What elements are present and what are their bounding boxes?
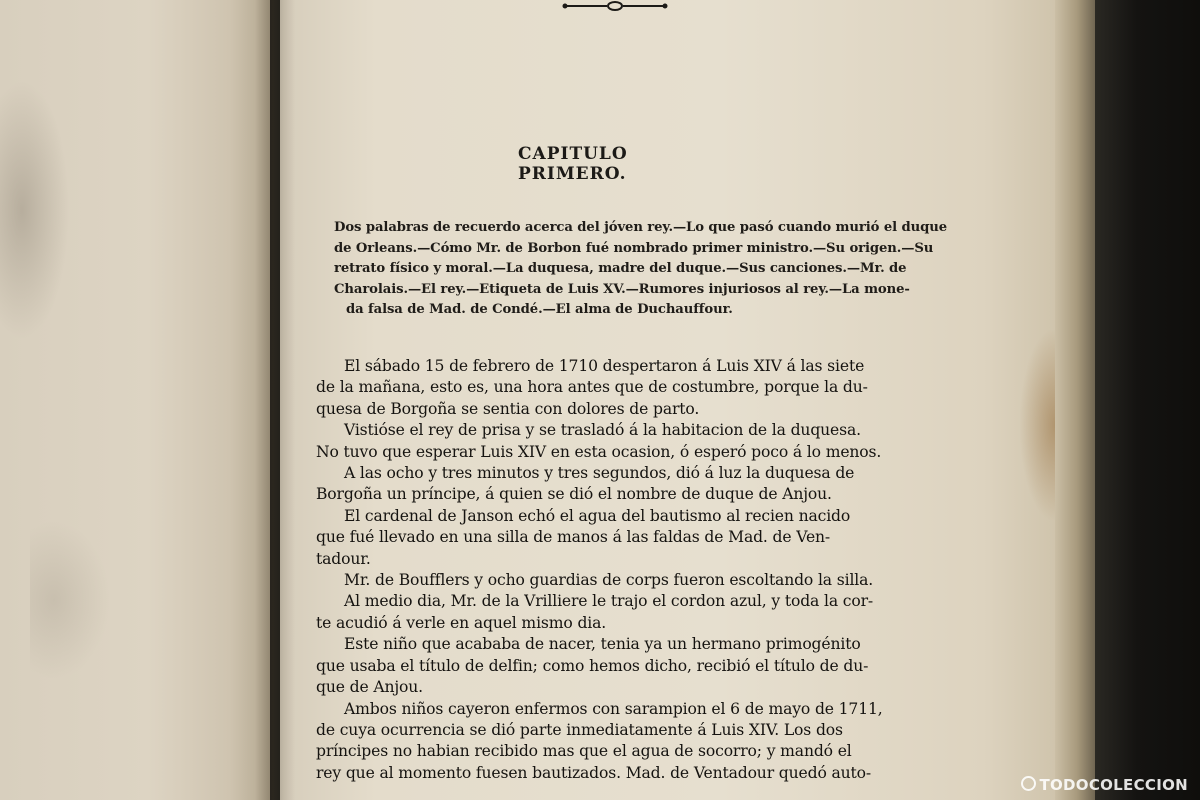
body-line: Borgoña un príncipe, á quien se dió el nombre de duque de Anjou. bbox=[316, 485, 832, 504]
body-line: Vistióse el rey de prisa y se trasladó á la habitacion de la duquesa. bbox=[344, 421, 861, 440]
watermark-logo-icon bbox=[1021, 776, 1036, 791]
body-line: que fué llevado en una silla de manos á las faldas de Mad. de Ven- bbox=[316, 528, 831, 547]
body-line: A las ocho y tres minutos y tres segundos, dió á luz la duquesa de bbox=[344, 464, 855, 483]
book-gutter bbox=[255, 0, 295, 800]
site-watermark bbox=[1021, 776, 1188, 794]
body-line: Ambos niños cayeron enfermos con sarampion el 6 de mayo de 1711, bbox=[344, 699, 883, 718]
summary-line: de Orleans.—Cómo Mr. de Borbon fué nombrado primer ministro.—Su origen.—Su bbox=[334, 240, 934, 256]
body-line: quesa de Borgoña se sentia con dolores de parto. bbox=[316, 399, 700, 418]
watermark-text: TODOCOLECCION bbox=[1039, 776, 1188, 794]
body-line: El cardenal de Janson echó el agua del bautismo al recien nacido bbox=[344, 506, 851, 525]
body-line: No tuvo que esperar Luis XIV en esta ocasion, ó esperó poco á lo menos. bbox=[316, 442, 882, 461]
body-line: te acudió á verle en aquel mismo dia. bbox=[316, 613, 607, 632]
body-text bbox=[316, 356, 1060, 784]
body-line: tadour. bbox=[316, 549, 371, 568]
body-line: que de Anjou. bbox=[316, 678, 423, 697]
ornament-divider bbox=[545, 0, 685, 14]
body-line: príncipes no habian recibido mas que el agua de socorro; y mandó el bbox=[316, 742, 852, 761]
summary-line: Dos palabras de recuerdo acerca del jóven rey.—Lo que pasó cuando murió el duque bbox=[334, 220, 948, 235]
body-line: El sábado 15 de febrero de 1710 despertaron á Luis XIV á las siete bbox=[344, 357, 865, 375]
summary-line: da falsa de Mad. de Condé.—El alma de Duchauffour. bbox=[346, 302, 733, 317]
left-page-show-through-lower bbox=[30, 520, 110, 680]
body-line: de cuya ocurrencia se dió parte inmediatamente á Luis XIV. Los dos bbox=[316, 720, 843, 739]
body-line: de la mañana, esto es, una hora antes que de costumbre, porque la du- bbox=[316, 378, 868, 397]
summary-line: Charolais.—El rey.—Etiqueta de Luis XV.—Rumores injuriosos al rey.—La mone- bbox=[334, 281, 910, 297]
summary-line: retrato físico y moral.—La duquesa, madre del duque.—Sus canciones.—Mr. de bbox=[334, 261, 907, 276]
chapter-title: CAPITULO PRIMERO. bbox=[518, 144, 628, 184]
body-line: Al medio dia, Mr. de la Vrilliere le trajo el cordon azul, y toda la cor- bbox=[344, 592, 874, 611]
body-line: Mr. de Boufflers y ocho guardias de corps fueron escoltando la silla. bbox=[344, 571, 874, 590]
book-cover bbox=[1095, 0, 1200, 800]
body-line: rey que al momento fuesen bautizados. Mad. de Ventadour quedó auto- bbox=[316, 763, 872, 782]
body-line: Este niño que acababa de nacer, tenia ya un hermano primogénito bbox=[344, 635, 861, 654]
body-line: que usaba el título de delfin; como hemos dicho, recibió el título de du- bbox=[316, 656, 869, 675]
left-page bbox=[0, 0, 270, 800]
chapter-summary bbox=[334, 218, 1020, 321]
left-page-show-through bbox=[0, 80, 70, 340]
